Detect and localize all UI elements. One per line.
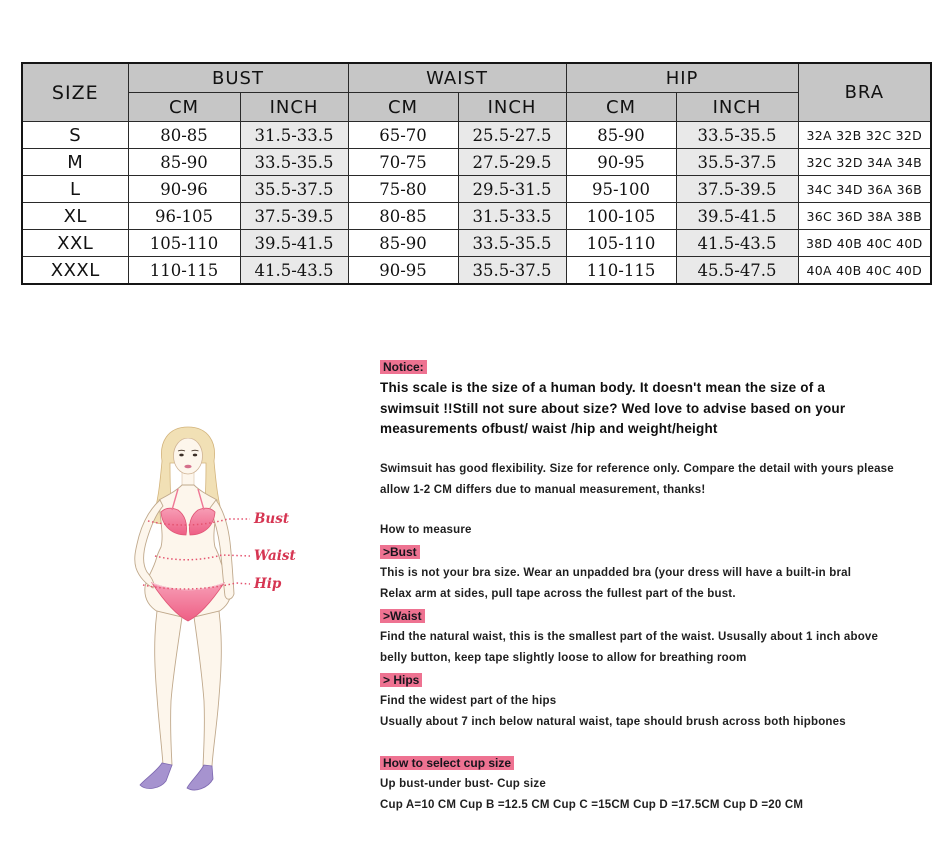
cell-waist-cm: 80-85 bbox=[348, 203, 458, 230]
header-size: SIZE bbox=[22, 63, 128, 122]
cell-bust-inch: 41.5-43.5 bbox=[240, 257, 348, 285]
table-row bbox=[22, 257, 931, 285]
note-line: Usually about 7 inch below natural waist, tape should brush across both hipbones bbox=[380, 715, 846, 728]
note-line: measurements ofbust/ waist /hip and weight/height bbox=[380, 421, 718, 436]
eye-right bbox=[193, 454, 197, 457]
note-line: belly button, keep tape slightly loose to allow for breathing room bbox=[380, 651, 747, 664]
cell-waist-cm: 75-80 bbox=[348, 176, 458, 203]
cell-size: M bbox=[22, 149, 128, 176]
header-bust: BUST bbox=[128, 63, 348, 93]
header-waist: WAIST bbox=[348, 63, 566, 93]
table-row bbox=[22, 176, 931, 203]
cell-hip-cm: 110-115 bbox=[566, 257, 676, 285]
cell-bust-inch: 35.5-37.5 bbox=[240, 176, 348, 203]
cell-bust-cm: 85-90 bbox=[128, 149, 240, 176]
size-table bbox=[21, 62, 932, 285]
cell-hip-inch: 37.5-39.5 bbox=[676, 176, 798, 203]
lips bbox=[184, 465, 191, 469]
size-table-body bbox=[22, 122, 931, 285]
cell-hip-inch: 39.5-41.5 bbox=[676, 203, 798, 230]
waist-label: Waist bbox=[254, 548, 296, 564]
shoe-left bbox=[140, 763, 172, 788]
cell-hip-cm: 90-95 bbox=[566, 149, 676, 176]
cell-waist-cm: 85-90 bbox=[348, 230, 458, 257]
note-heading-row bbox=[380, 605, 936, 627]
note-line: Cup A=10 CM Cup B =12.5 CM Cup C =15CM Cup D =17.5CM Cup D =20 CM bbox=[380, 798, 804, 811]
note-heading-row bbox=[380, 541, 936, 563]
shoe-right bbox=[187, 765, 213, 790]
leg-left bbox=[155, 611, 182, 765]
note-heading-row bbox=[380, 356, 936, 378]
note-line: swimsuit !!Still not sure about size? Wed love to advise based on your bbox=[380, 400, 846, 416]
cell-size: XL bbox=[22, 203, 128, 230]
cell-waist-inch: 25.5-27.5 bbox=[458, 122, 566, 149]
notes-panel bbox=[380, 356, 936, 816]
leg-right bbox=[194, 611, 221, 766]
note-line: Find the natural waist, this is the smallest part of the waist. Ususally about 1 inch above bbox=[380, 630, 879, 643]
spacer bbox=[380, 440, 936, 459]
legs bbox=[155, 611, 222, 766]
cell-size: XXL bbox=[22, 230, 128, 257]
hip-label: Hip bbox=[254, 576, 282, 592]
header-hip-cm: CM bbox=[566, 93, 676, 122]
spacer bbox=[380, 501, 936, 520]
table-row bbox=[22, 122, 931, 149]
header-bra: BRA bbox=[798, 63, 931, 122]
cell-bust-inch: 37.5-39.5 bbox=[240, 203, 348, 230]
cell-bra: 34C 34D 36A 36B bbox=[798, 176, 931, 203]
shoes bbox=[140, 763, 213, 790]
note-heading-row bbox=[380, 752, 936, 774]
note-line: Up bust-under bust- Cup size bbox=[380, 777, 546, 790]
header-hip: HIP bbox=[566, 63, 798, 93]
cell-bust-cm: 105-110 bbox=[128, 230, 240, 257]
cell-waist-inch: 29.5-31.5 bbox=[458, 176, 566, 203]
cell-hip-cm: 95-100 bbox=[566, 176, 676, 203]
cell-bra: 36C 36D 38A 38B bbox=[798, 203, 931, 230]
header-bust-cm: CM bbox=[128, 93, 240, 122]
note-line: Swimsuit has good flexibility. Size for reference only. Compare the detail with yours please bbox=[380, 462, 894, 475]
cell-waist-cm: 70-75 bbox=[348, 149, 458, 176]
cell-size: S bbox=[22, 122, 128, 149]
spacer bbox=[380, 733, 936, 752]
note-heading-highlight: >Waist bbox=[380, 609, 425, 623]
face bbox=[167, 431, 209, 487]
table-row bbox=[22, 230, 931, 257]
cell-waist-inch: 31.5-33.5 bbox=[458, 203, 566, 230]
note-line: allow 1-2 CM differs due to manual measurement, thanks! bbox=[380, 483, 706, 496]
note-line: This is not your bra size. Wear an unpadded bra (your dress will have a built-in bral bbox=[380, 566, 852, 579]
cell-bust-inch: 33.5-35.5 bbox=[240, 149, 348, 176]
cell-bust-cm: 110-115 bbox=[128, 257, 240, 285]
cell-bra: 40A 40B 40C 40D bbox=[798, 257, 931, 285]
note-heading-highlight: Notice: bbox=[380, 360, 427, 374]
cell-bust-cm: 90-96 bbox=[128, 176, 240, 203]
note-heading-row bbox=[380, 669, 936, 691]
cell-waist-inch: 35.5-37.5 bbox=[458, 257, 566, 285]
cell-hip-cm: 100-105 bbox=[566, 203, 676, 230]
cell-bust-inch: 39.5-41.5 bbox=[240, 230, 348, 257]
note-line: Relax arm at sides, pull tape across the fullest part of the bust. bbox=[380, 587, 736, 600]
note-line: This scale is the size of a human body. It doesn't mean the size of a bbox=[380, 380, 826, 395]
measurement-figure bbox=[112, 425, 302, 805]
header-bust-inch: INCH bbox=[240, 93, 348, 122]
note-heading-highlight: How to select cup size bbox=[380, 756, 514, 770]
cell-hip-inch: 35.5-37.5 bbox=[676, 149, 798, 176]
header-waist-cm: CM bbox=[348, 93, 458, 122]
cell-hip-inch: 33.5-35.5 bbox=[676, 122, 798, 149]
bust-label: Bust bbox=[254, 511, 290, 527]
cell-hip-cm: 85-90 bbox=[566, 122, 676, 149]
cell-waist-cm: 65-70 bbox=[348, 122, 458, 149]
cell-waist-cm: 90-95 bbox=[348, 257, 458, 285]
note-line: How to measure bbox=[380, 523, 472, 536]
table-row bbox=[22, 149, 931, 176]
cell-hip-cm: 105-110 bbox=[566, 230, 676, 257]
cell-bust-cm: 96-105 bbox=[128, 203, 240, 230]
cell-waist-inch: 27.5-29.5 bbox=[458, 149, 566, 176]
cell-bra: 32C 32D 34A 34B bbox=[798, 149, 931, 176]
cell-bra: 32A 32B 32C 32D bbox=[798, 122, 931, 149]
cell-waist-inch: 33.5-35.5 bbox=[458, 230, 566, 257]
cell-hip-inch: 45.5-47.5 bbox=[676, 257, 798, 285]
eye-left bbox=[179, 454, 183, 457]
header-hip-inch: INCH bbox=[676, 93, 798, 122]
table-row bbox=[22, 203, 931, 230]
header-waist-inch: INCH bbox=[458, 93, 566, 122]
cell-size: L bbox=[22, 176, 128, 203]
note-heading-highlight: >Bust bbox=[380, 545, 420, 559]
cell-bust-cm: 80-85 bbox=[128, 122, 240, 149]
cell-size: XXXL bbox=[22, 257, 128, 285]
note-line: Find the widest part of the hips bbox=[380, 694, 557, 707]
figure-illustration bbox=[112, 425, 302, 805]
note-heading-highlight: > Hips bbox=[380, 673, 422, 687]
cell-bust-inch: 31.5-33.5 bbox=[240, 122, 348, 149]
cell-bra: 38D 40B 40C 40D bbox=[798, 230, 931, 257]
size-table-header bbox=[22, 63, 931, 122]
cell-hip-inch: 41.5-43.5 bbox=[676, 230, 798, 257]
